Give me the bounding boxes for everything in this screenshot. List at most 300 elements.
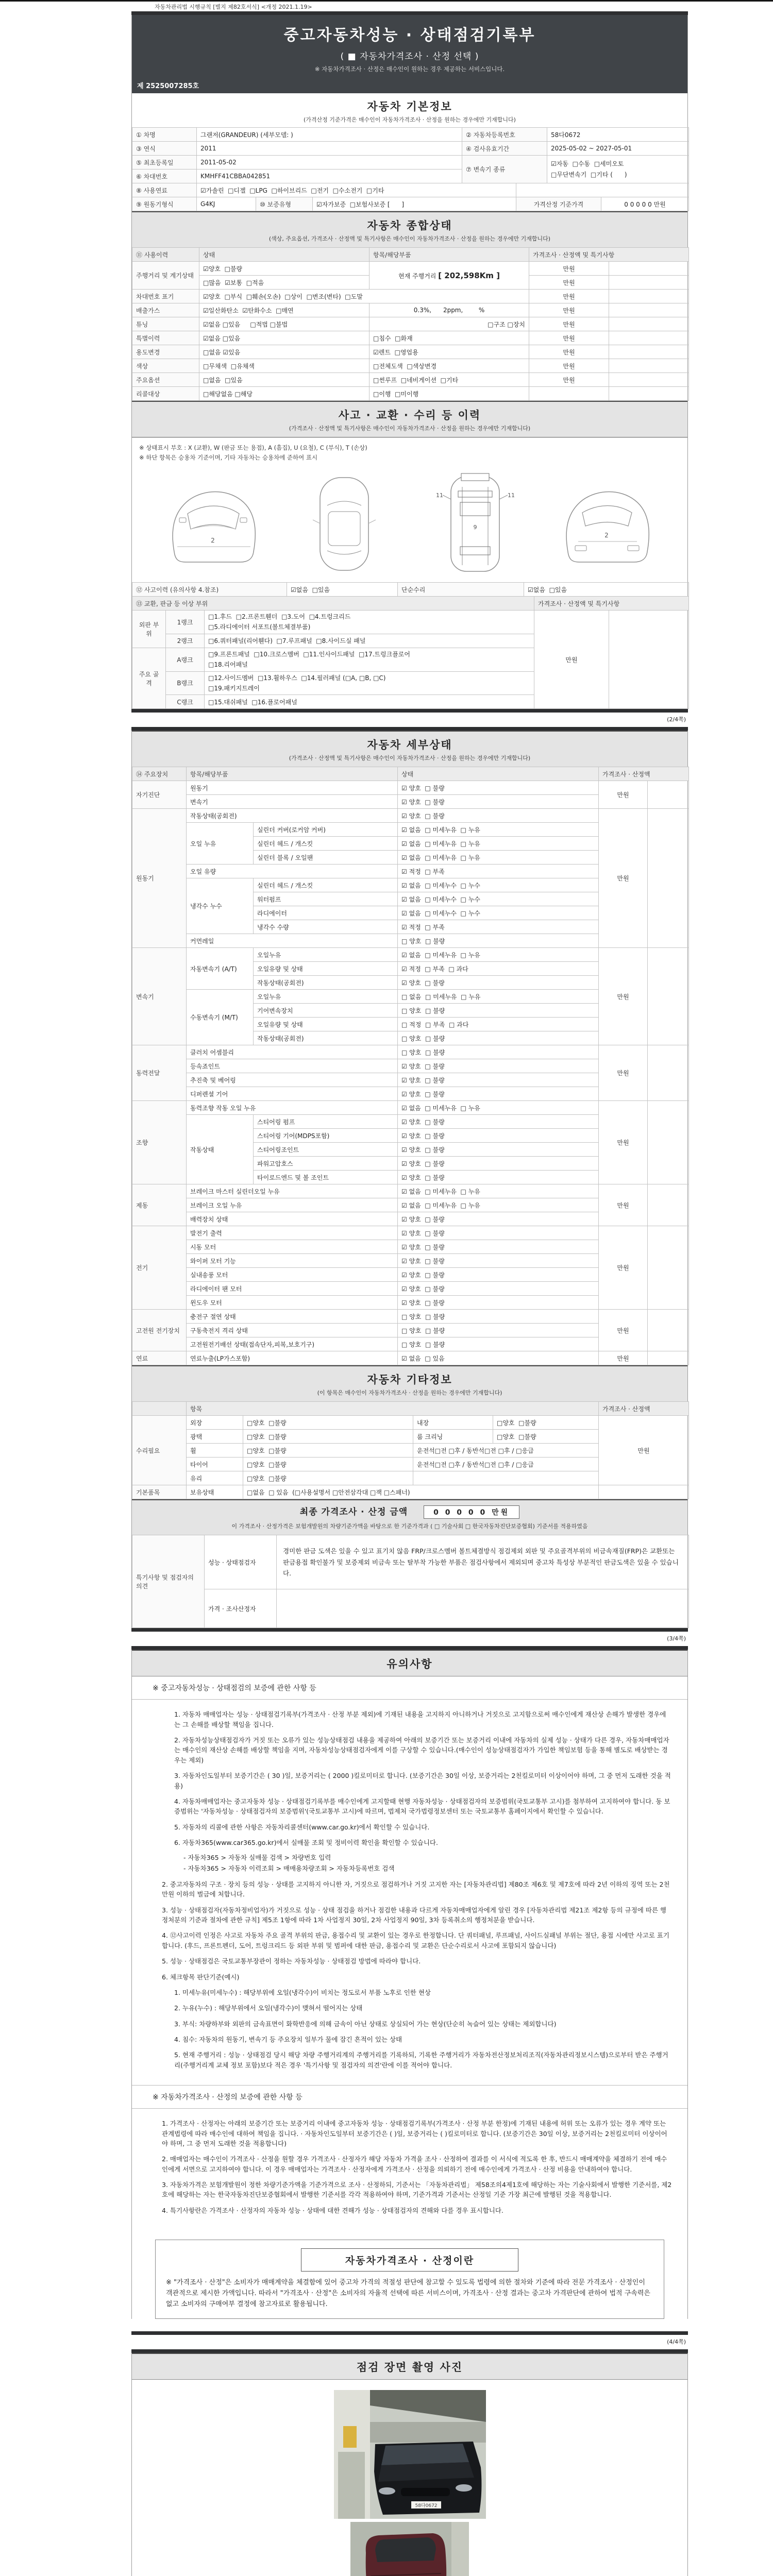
item-label: 브레이크 오일 누유 [187, 1198, 398, 1212]
page-divider-bar [131, 2349, 688, 2353]
field-label: ⑥ 차대번호 [132, 170, 197, 183]
final-price-amount: 0 0 0 0 0 만원 [424, 1505, 519, 1519]
row-label: ⑫ 사고이력 (유의사항 4.참조) [132, 583, 287, 597]
checkbox-options: ☑ 양호 □ 불량 [398, 1157, 599, 1171]
checkbox-options: □양호 □불량 [243, 1471, 413, 1485]
checkbox-options: ☑ 없음 □ 미세누유 □ 누유 [398, 851, 599, 865]
checkbox-options: □12.사이드멤버 □13.휠하우스 □14.필러패널 (□A, □B, □C) [208, 674, 386, 682]
car-top-view-diagram [290, 469, 398, 578]
field-label: ④ 검사유효기간 [462, 142, 547, 156]
basic-info-table-a [132, 127, 689, 183]
detail-status-band [132, 731, 687, 767]
field-label: ⑨ 원동기형식 [132, 197, 197, 211]
column-header: 가격조사 · 산정액 및 특기사항 [529, 248, 689, 262]
field-label: ① 차명 [132, 128, 197, 142]
mileage-prefix: 현재 주행거리 [398, 272, 436, 280]
item-label: 스티어링 기어(MDPS포함) [254, 1129, 398, 1143]
inspector-comment: 경미한 판금 도색은 있을 수 있고 표기치 않음 FRP/크로스멤버 볼트체결방식 점검제외 외판 및 주요골격부위의 비금속재질(FRP)은 교환또는 판금용접 확인불가 및 보증제외 비금속 또는 탈부착 가능한 부품은 점검사항에서 제외되며 중고차 특성상 부분적인 판금도색은 있을 수 있습니다. [277, 1535, 689, 1589]
field-label: ⑩ 보증유형 [256, 197, 313, 211]
row-label: 주행거리 및 계기상태 [132, 262, 199, 290]
panel-header-table [132, 596, 689, 611]
cell [648, 1184, 689, 1226]
price-cell: 만원 [534, 611, 609, 709]
field-label: ⑤ 최초등록일 [132, 156, 197, 170]
checkbox-options: ☑ 없음 □ 미세누유 □ 누유 [398, 1184, 599, 1198]
checkbox-options: ☑ 양호 □ 불량 [398, 809, 599, 823]
checkbox-options: □썬루프 □네비게이션 □기타 [369, 373, 529, 387]
diagram-number: 11 [508, 492, 515, 499]
group-label: 주요 골격 [132, 648, 166, 709]
checkbox-options: □ 양호 □ 불량 [398, 934, 599, 948]
checkbox-options: ☑자동 □수동 □세미오토 [551, 160, 624, 168]
cell [648, 1101, 689, 1184]
base-price-value: 0 0 0 0 0 만원 [601, 197, 689, 211]
rank-label: B랭크 [166, 671, 205, 695]
checkbox-options: ☑ 적정 □ 부족 □ 과다 [398, 962, 599, 976]
price-cell: 만원 [599, 948, 648, 1045]
row-label: 튜닝 [132, 317, 199, 331]
model-year-value: 2011 [197, 142, 462, 156]
notice-item: 4. ⑫사고이력 인정은 사고로 자동차 주요 골격 부위의 판금, 용접수리 및 교환이 있는 경우로 한정합니다. 단 쿼터패널, 루프패널, 사이드실패널 부위는 절단, 용접 시에만 사고로 표기합니다. (후드, 프론트펜더, 도어, 트렁크리드 등 외판 부위 및 범퍼에 대한 판금, 용접수리 및 교환은 단순수리로서 사고에 포함되지 않습니다) [162, 1931, 669, 1950]
remarks-label: 특기사항 및 점검자의 의견 [132, 1535, 205, 1628]
page-2 [131, 731, 688, 1628]
checkbox-options: ☑ 양호 □ 불량 [398, 795, 599, 809]
etc-info-note: (이 항목은 매수인이 자동차가격조사 · 산정을 원하는 경우에만 기재합니다) [317, 1389, 502, 1397]
notice-item: - 자동차365 > 자동차 이력조회 > 매매용차량조회 > 자동차등록번호 검색 [183, 1865, 395, 1873]
item-label: 외장 [187, 1416, 243, 1430]
checkbox-options: □양호 □불량 [493, 1416, 599, 1430]
notice-item: 1. 자동차 매매업자는 성능 · 상태점검기록부(가격조사 · 산정 부분 제외)에 기재된 내용을 고지하지 아니하거나 거짓으로 고지함으로써 매수인에게 재산상 손해가 발생한 경우에는 그 손해를 배상할 책임을 집니다. [174, 1710, 666, 1728]
checkbox-options: □무채색 □유채색 [199, 359, 369, 373]
diagram-number: 2 [604, 532, 609, 539]
final-price-band [132, 1499, 687, 1535]
item-label: 디퍼렌셜 기어 [187, 1087, 398, 1101]
price-cell: 만원 [599, 1045, 648, 1101]
cell [132, 1402, 187, 1416]
item-label: 보유상태 [187, 1485, 243, 1499]
item-label: 오일누유 [254, 948, 398, 962]
cell [648, 1226, 689, 1310]
checkbox-options: ☑가솔린 □디젤 □LPG □하이브리드 □전기 □수소전기 □기타 [200, 187, 384, 194]
item-label: 냉각수 수량 [254, 920, 398, 934]
checkbox-options: □ 양호 □ 불량 [398, 1337, 599, 1351]
page-1 [131, 15, 688, 709]
price-cell: 만원 [599, 1184, 648, 1226]
first-registration-value: 2011-05-02 [197, 156, 462, 170]
item-label: 배력장치 상태 [187, 1212, 398, 1226]
item-label: 작동상태(공회전) [254, 1031, 398, 1045]
item-label: 실린더 헤드 / 개스킷 [254, 837, 398, 851]
field-label: ③ 연식 [132, 142, 197, 156]
checkbox-options: □무단변속기 □기타 ( ) [551, 171, 627, 178]
page-divider-bar [131, 1646, 688, 1650]
car-name-value: 그랜저(GRANDEUR) (세부모델: ) [197, 128, 462, 142]
notice-item: 4. 침수: 자동차의 원동기, 변속기 등 주요장치 일부가 물에 잠긴 흔적이 있는 상태 [174, 2036, 402, 2044]
notice-item: 4. 특기사항란은 가격조사 · 산정자의 자동차 성능 · 상태에 대한 견해가 성능 · 상태점검자의 견해와 다를 경우 표시합니다. [162, 2206, 503, 2214]
cell [609, 345, 689, 359]
device-group-label: 조향 [132, 1101, 187, 1184]
item-label: 스티어링 펌프 [254, 1115, 398, 1129]
checkbox-options: □15.대쉬패널 □16.플로어패널 [205, 695, 534, 709]
notice-item: 4. 자동차매매업자는 중고자동차 성능 · 상태점검기록부를 매수인에게 고지할때 현행 자동차성능 · 상태점검자의 보증범위(국토교통부 고시)를 첨부하여 고지하여야 합니다. 동 보증범위는 '자동차성능 · 상태점검자의 보증범위'(국토교통부 고시)에 따르며, 법제처 국가법령정보센터 또는 국토교통부 홈페이지에서 확인할 수 있습니다. [174, 1797, 670, 1816]
checkbox-options: ☑없음 □있음 [524, 583, 689, 597]
device-group-label: 동력전달 [132, 1045, 187, 1101]
price-cell: 만원 [529, 345, 609, 359]
page-divider-bar [131, 2331, 688, 2335]
cell [609, 290, 689, 303]
checkbox-options: □ 양호 □ 불량 [398, 1045, 599, 1059]
sub-group-label: 자동변속기 (A/T) [187, 948, 254, 990]
rank-label: A랭크 [166, 648, 205, 671]
item-label: 실린더 블록 / 오일팬 [254, 851, 398, 865]
sub-group-label: 냉각수 누수 [187, 878, 254, 934]
row-label: 단순수리 [398, 583, 524, 597]
cell [609, 611, 689, 709]
price-cell: 만원 [599, 1101, 648, 1184]
checkbox-options: □양호 □불량 [243, 1416, 413, 1430]
checkbox-options: ☑양호 □부식 □훼손(오손) □상이 □변조(변타) □도말 [199, 290, 529, 303]
detail-status-note: (가격조사 · 산정액 및 특기사항은 매수인이 자동차가격조사 · 산정을 원하는 경우에만 기재합니다) [289, 755, 531, 762]
form-regulation-note: 자동차관리법 시행규칙 [별지 제82호서식] <개정 2021.1.19> [155, 4, 312, 10]
column-header: 가격조사 · 산정액 및 특기사항 [534, 597, 689, 611]
column-header: 가격조사 · 산정액 [599, 767, 689, 781]
item-label: 브레이크 마스터 실린더오일 누유 [187, 1184, 398, 1198]
notice-subsection-2: ※ 자동차가격조사 · 산정의 보증에 관한 사항 등 [132, 2085, 687, 2109]
notice-item: 6. 체크항목 판단기준(예시) [162, 1973, 240, 1981]
detail-status-table [132, 767, 689, 1365]
cell [609, 359, 689, 373]
overall-status-title: 자동차 종합상태 [367, 219, 452, 232]
engine-type-value: G4KJ [197, 197, 256, 211]
basic-info-title: 자동차 기본정보 [367, 100, 452, 113]
document-title: 중고자동차성능 · 상태점검기록부 [283, 26, 536, 44]
accident-history-band [132, 401, 687, 437]
basic-info-table-c [132, 197, 689, 211]
checkbox-options: ☑ 양호 □ 불량 [398, 976, 599, 990]
checkbox-options: 운전석□전 □후 / 동반석□전 □후 / □응급 [413, 1458, 599, 1471]
item-label: 기어변속장치 [254, 1004, 398, 1018]
price-cell: 만원 [529, 331, 609, 345]
item-label: 라디에이터 [254, 906, 398, 920]
notice-item: 1. 가격조사 · 산정자는 아래의 보증기간 또는 보증거리 이내에 중고자동차 성능 · 상태점검기록부(가격조사 · 산정 부분 한정)에 기재된 내용에 허위 또는 오류가 있는 경우 계약 또는 관계법령에 따라 매수인에 대하여 책임을 집니다. · 자동차인도일부터 보증기간은 ( )일, 보증거리는 ( )킬로미터로 합니다. (보증기간은 30일 이상, 보증거리는 2천킬로미터 이상이어야 하며, 그 중 먼저 도래한 것을 적용합니다) [162, 2120, 667, 2147]
checkbox-options: ☑ 없음 □ 미세누유 □ 누유 [398, 1198, 599, 1212]
checkbox-options: □ 적정 □ 부족 □ 과다 [398, 1018, 599, 1031]
car-damage-diagrams [132, 465, 687, 583]
cell [648, 948, 689, 1045]
checkbox-options: □6.쿼터패널(리어휀다) □7.루프패널 □8.사이드실 패널 [205, 634, 534, 648]
price-cell: 만원 [599, 1310, 648, 1351]
item-label: 실내송풍 모터 [187, 1268, 398, 1282]
checkbox-options: ☑ 양호 □ 불량 [398, 1129, 599, 1143]
inspection-photo-rear [350, 2522, 469, 2576]
notice-title: 유의사항 [386, 1658, 433, 1671]
page-marker: (2/4쪽) [131, 713, 688, 727]
checkbox-options: ☑양호 □불량 [199, 262, 369, 276]
overall-status-band [132, 211, 687, 248]
item-label: 와이퍼 모터 기능 [187, 1254, 398, 1268]
row-label: 주요옵션 [132, 373, 199, 387]
item-label: 추진축 및 베어링 [187, 1073, 398, 1087]
notice-item: 3. 자동차인도일부터 보증기간은 ( 30 )일, 보증거리는 ( 2000 )킬로미터로 합니다. (보증기간은 30일 이상, 보증거리는 2천킬로미터 이상이어야 하며, 그 중 먼저 도래한 것을 적용) [174, 1772, 671, 1790]
checkbox-options: □ 양호 □ 불량 [398, 1004, 599, 1018]
price-cell: 만원 [529, 303, 609, 317]
inspection-photo-front [334, 2390, 486, 2519]
checkbox-options: ☑ 양호 □ 불량 [398, 1226, 599, 1240]
checkbox-options: ☑자가보증 □보험사보증 [ ] [316, 200, 405, 208]
overall-status-note: (색상, 주요옵션, 가격조사 · 산정액 및 특기사항은 매수인이 자동차가격조사 · 산정을 원하는 경우에만 기재합니다) [268, 235, 551, 242]
car-bottom-view-diagram [421, 469, 529, 578]
column-header: ⑭ 주요장치 [132, 767, 187, 781]
checkbox-options: □ 양호 □ 불량 [398, 1324, 599, 1337]
document-number: 제 2525007285호 [137, 82, 199, 90]
price-cell: 만원 [599, 1226, 648, 1310]
diagram-number: 11 [436, 492, 444, 499]
page-divider-bar [131, 727, 688, 731]
diagram-number: 9 [473, 524, 477, 531]
checkbox-options: □ 양호 □ 불량 [398, 1031, 599, 1045]
notice-item: 3. 부식: 차량하부와 외판의 금속표면이 화학반응에 의해 금속이 아닌 상태로 상실되어 가는 현상(단순히 녹슬어 있는 상태는 제외합니다) [174, 2020, 557, 2028]
notice-band [132, 1650, 687, 1676]
price-cell: 만원 [599, 1351, 648, 1365]
checkbox-options: ☑ 양호 □ 불량 [398, 1282, 599, 1296]
page-marker: (4/4쪽) [131, 2335, 688, 2349]
checkbox-options: ☑ 양호 □ 불량 [398, 1240, 599, 1254]
cell [648, 809, 689, 948]
price-cell: 만원 [529, 276, 609, 290]
price-cell: 만원 [529, 373, 609, 387]
notice-item: 3. 자동차가격은 보험개발원이 정한 차량기준가액을 기준가격으로 조사 · 산정하되, 기준서는 「자동차관리법」 제58조의4제1호에 해당하는 자는 기술사회에서 발행한 기준서를, 제2호에 해당하는 자는 한국자동차진단보증협회에서 발행한 기준서를 각각 적용하여야 하며, 기준가격과 기준서는 산정일 기준 가장 최근에 발행된 것을 적용합니다. [162, 2181, 672, 2199]
cell [648, 1351, 689, 1365]
device-group-label: 자기진단 [132, 781, 187, 809]
item-label: 등속죠인트 [187, 1059, 398, 1073]
price-cell: 만원 [599, 809, 648, 948]
price-cell: 만원 [599, 1416, 689, 1485]
cell [413, 1471, 599, 1485]
column-header: 항목/해당부품 [369, 248, 529, 262]
checkbox-options: ☑렌트 □영업용 [369, 345, 529, 359]
item-label: 휠 [187, 1444, 243, 1458]
row-label: 배출가스 [132, 303, 199, 317]
license-plate-text: 58다0672 [414, 2503, 438, 2509]
page-marker: (3/4쪽) [131, 1632, 688, 1646]
remarks-table [132, 1535, 689, 1628]
emission-values: 0.3%, 2ppm, % [369, 303, 529, 317]
checkbox-options: □없음 ☑있음 [199, 345, 369, 359]
checkbox-options: □많음 ☑보통 □적음 [199, 276, 369, 290]
cell [609, 373, 689, 387]
basic-info-table-b [132, 183, 689, 197]
etc-info-band [132, 1365, 687, 1402]
checkbox-options: □9.프론트패널 □10.크로스멤버 □11.인사이드패널 □17.트렁크플로어 [208, 650, 410, 658]
status-code-legend [132, 437, 687, 465]
checkbox-options: ☑ 적정 □ 부족 [398, 920, 599, 934]
cell [609, 387, 689, 401]
item-label: 룸 크리닝 [413, 1430, 493, 1444]
item-label: 동력조향 작동 오일 누유 [187, 1101, 398, 1115]
cell [609, 303, 689, 317]
column-header: 상태 [398, 767, 599, 781]
checkbox-options: □1.후드 □2.프론트휀더 □3.도어 □4.트렁크리드 [208, 613, 351, 620]
price-cell: 만원 [529, 317, 609, 331]
legend-line: ※ 하단 항목은 승용차 기준이며, 기타 자동차는 승용차에 준하여 표시 [139, 454, 318, 461]
inspector-role-label: 성능 · 상태점검자 [205, 1535, 277, 1589]
notice-body-2 [132, 2109, 687, 2230]
checkbox-options: ☑ 없음 □ 미세누유 □ 누유 [398, 948, 599, 962]
checkbox-options: □18.리어패널 [208, 661, 248, 669]
notice-item: - 자동차365 > 자동차 실매물 검색 > 차량번호 입력 [183, 1854, 331, 1862]
cell [609, 262, 689, 276]
field-label: ② 자동차등록번호 [462, 128, 547, 142]
cell [609, 317, 689, 331]
column-header: 가격조사 · 산정액 [599, 1402, 689, 1416]
item-label: 라디에이터 팬 모터 [187, 1282, 398, 1296]
checkbox-options: ☑ 양호 □ 불량 [398, 1212, 599, 1226]
checkbox-options: ☑ 양호 □ 불량 [398, 1059, 599, 1073]
row-label: 차대번호 표기 [132, 290, 199, 303]
checkbox-options: □ 양호 □ 불량 [398, 1310, 599, 1324]
checkbox-options [205, 611, 534, 634]
sub-group-label: 작동상태 [187, 1115, 254, 1184]
car-rear-view-diagram [552, 469, 661, 578]
page-divider-bar [131, 709, 688, 713]
item-label: 유리 [187, 1471, 243, 1485]
item-label: 구동축전지 격리 상태 [187, 1324, 398, 1337]
item-label: 실린더 헤드 / 개스킷 [254, 878, 398, 892]
etc-info-table [132, 1401, 689, 1499]
checkbox-options: □양호 □불량 [493, 1430, 599, 1444]
row-label: 리콜대상 [132, 387, 199, 401]
checkbox-options: ☑일산화탄소 ☑탄화수소 □매연 [199, 303, 369, 317]
row-label: 용도변경 [132, 345, 199, 359]
checkbox-options: ☑없음 □있음 □적법 □불법 [199, 317, 369, 331]
checkbox-options: ☑ 적정 □ 부족 [398, 865, 599, 878]
notice-item: 2. 매매업자는 매수인이 가격조사 · 산정을 원할 경우 가격조사 · 산정자가 해당 자동차 가격을 조사 · 산정하여 결과를 이 서식에 적도록 한 후, 반드시 매매계약을 체결하기 전에 매수인에게 서면으로 고지하여야 합니다. 이 경우 매매업자는 가격조사 · 산정자에게 가격조사 · 산정을 의뢰하기 전에 매수인에게 가격조사 · 산정 비용을 안내하여야 합니다. [162, 2155, 667, 2173]
checkbox-options: ☑ 양호 □ 불량 [398, 1171, 599, 1184]
checkbox-options: ☑ 양호 □ 불량 [398, 781, 599, 795]
checkbox-options: □ 없음 □ 미세누유 □ 누유 [398, 990, 599, 1004]
device-group-label: 전기 [132, 1226, 187, 1310]
row-label: 특별이력 [132, 331, 199, 345]
device-group-label: 변속기 [132, 948, 187, 1045]
price-appraisal-definition-box [155, 2240, 664, 2318]
group-label: 외판 부위 [132, 611, 166, 648]
page-divider-bar [131, 11, 688, 15]
checkbox-options: ☑ 양호 □ 불량 [398, 1296, 599, 1310]
registration-number-value: 58다0672 [547, 128, 689, 142]
item-label: 오일누유 [254, 990, 398, 1004]
final-price-label: 최종 가격조사 · 산정 금액 [299, 1507, 408, 1518]
transmission-type-options [547, 156, 689, 183]
notice-item: 5. 성능 · 상태점검은 국토교통부장관이 정하는 자동차성능 · 상태점검 방법에 따라야 합니다. [162, 1957, 421, 1965]
rank-label: 1랭크 [166, 611, 205, 634]
item-label: 변속기 [187, 795, 398, 809]
checkbox-options: ☑ 없음 □ 미세누수 □ 누수 [398, 906, 599, 920]
checkbox-options: ☑ 없음 □ 미세누수 □ 누수 [398, 878, 599, 892]
checkbox-options: □19.패키지트레이 [208, 684, 260, 692]
panel-rank-table [132, 610, 689, 709]
item-label: 광택 [187, 1430, 243, 1444]
checkbox-options: □양호 □불량 [243, 1430, 413, 1444]
notice-item: 2. 자동차성능상태점검자가 거짓 또는 오류가 있는 성능상태점검 내용을 제공하여 아래의 보증기간 또는 보증거리 이내에 자동차의 실제 성능 · 상태가 다른 경우, 자동차매매업자는 매수인의 재산상 손해를 배상할 책임을 지며, 자동차성능상태점검자에게 이를 구상할 수 있습니다.(매수인이 성능상태점검자가 가입한 책임보험 등을 통해 별도로 배상받는 경우는 제외) [174, 1736, 669, 1764]
document-header [132, 15, 687, 93]
checkbox-options: ☑ 양호 □ 불량 [398, 1143, 599, 1157]
notice-subsection-1: ※ 중고자동차성능 · 상태점검의 보증에 관한 사항 등 [132, 1676, 687, 1700]
checkbox-options: □5.라디에이터 서포트(볼트체결부품) [208, 623, 311, 631]
item-label: 고전원전기배선 상태(접속단자,피복,보호기구) [187, 1337, 398, 1351]
item-label: 파워고압호스 [254, 1157, 398, 1171]
checkbox-options: ☑ 양호 □ 불량 [398, 1268, 599, 1282]
column-header: 상태 [199, 248, 369, 262]
checkbox-options: □양호 □불량 [243, 1458, 413, 1471]
legend-line: ※ 상태표시 부호 : X (교환), W (판금 또는 용접), A (흠집), U (요철), C (부식), T (손상) [139, 444, 367, 451]
item-label: 윈도우 모터 [187, 1296, 398, 1310]
checkbox-options [205, 671, 534, 695]
notice-body-1 [132, 1700, 687, 2085]
item-label: 작동상태(공회전) [187, 809, 398, 823]
fuel-type-options [197, 183, 516, 197]
accident-history-title: 사고 · 교환 · 수리 등 이력 [338, 409, 481, 421]
item-label: 실린더 커버(로커암 커버) [254, 823, 398, 837]
rank-label: 2랭크 [166, 634, 205, 648]
item-label: 오일유량 및 상태 [254, 1018, 398, 1031]
cell [609, 276, 689, 290]
checkbox-options: ☑ 양호 □ 불량 [398, 1073, 599, 1087]
item-label: 내장 [413, 1416, 493, 1430]
price-cell: 만원 [529, 262, 609, 276]
notice-item: 5. 현재 주행거리 : 성능 · 상태점검 당시 해당 차량 주행거리계의 주행거리를 기록하되, 기록한 주행거리가 자동차전산정보처리조직(자동차관리정보시스템)으로부터 받은 주행거리(주행거리계 교체 정보 포함)보다 적은 경우 '특기사항 및 점검자의 의견'란에 이를 적어야 합니다. [174, 2051, 668, 2069]
car-front-view-diagram [159, 469, 267, 578]
device-group-label: 제동 [132, 1184, 187, 1226]
rank-label: C랭크 [166, 695, 205, 709]
photo-area [132, 2380, 687, 2576]
inspection-form [131, 11, 688, 2576]
item-label: 스티어링조인트 [254, 1143, 398, 1157]
checkbox-options: ☑ 없음 □ 미세누유 □ 누유 [398, 837, 599, 851]
warranty-type-options [313, 197, 516, 211]
appraiser-role-label: 가격 · 조사산정자 [205, 1589, 277, 1628]
checkbox-options: ☑ 양호 □ 불량 [398, 1087, 599, 1101]
item-label: 워터펌프 [254, 892, 398, 906]
checkbox-options: □없음 □있음 [199, 373, 369, 387]
notice-item: 6. 자동차365(www.car365.go.kr)에서 실매물 조회 및 정비이력 확인을 확인할 수 있습니다. [174, 1839, 438, 1847]
checkbox-options: ☑ 없음 □ 미세누유 □ 누유 [398, 823, 599, 837]
checkbox-options: ☑ 없음 □ 미세누유 □ 누유 [398, 1101, 599, 1115]
item-label: 작동상태(공회전) [254, 976, 398, 990]
cell [599, 1485, 689, 1499]
cell [648, 1310, 689, 1351]
cell [609, 331, 689, 345]
accident-flag-table [132, 582, 689, 597]
document-subtitle: ( ■ 자동차가격조사 · 산정 선택 ) [340, 52, 479, 62]
column-header: ⑪ 사용이력 [132, 248, 199, 262]
item-label: 발전기 출력 [187, 1226, 398, 1240]
column-header: 항목 [187, 1402, 599, 1416]
item-label: 타이로드엔드 및 볼 조인트 [254, 1171, 398, 1184]
photo-section-title: 점검 장면 촬영 사진 [356, 2361, 463, 2374]
basic-info-note: (가격산정 기준가격은 매수인이 자동차가격조사 · 산정을 원하는 경우에만 기재합니다) [304, 116, 516, 123]
sub-group-label: 오일 누유 [187, 823, 254, 865]
column-header: ⑬ 교환, 판금 등 이상 부위 [132, 597, 534, 611]
photo-section-band [132, 2353, 687, 2380]
sub-group-label: 수동변속기 (M/T) [187, 990, 254, 1045]
notice-item: 3. 성능 · 상태점검자(자동차정비업자)가 거짓으로 성능 · 상태 점검을 하거나 점검한 내용과 다르게 자동차매매업자에게 알린 경우 [자동차관리법 제21조 제2항 등의 규정에 따른 행정처분의 기준과 절차에 관한 규칙] 제5조 1항에 따라 1차 사업정지 30일, 2차 사업정지 90일, 3차 등록취소의 행정처분을 받습니다. [162, 1906, 666, 1924]
field-label: ⑦ 변속기 종류 [462, 156, 547, 183]
current-mileage [369, 262, 529, 290]
overall-status-table [132, 247, 689, 401]
price-cell: 만원 [529, 290, 609, 303]
etc-info-title: 자동차 기타정보 [367, 1374, 452, 1386]
checkbox-options: □구조 □장치 [369, 317, 529, 331]
